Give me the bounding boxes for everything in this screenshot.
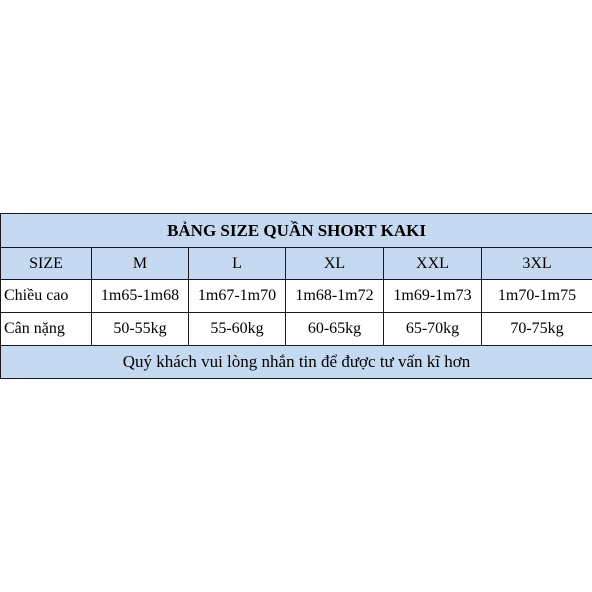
table-cell: 50-55kg: [92, 313, 189, 346]
table-title-row: [1, 214, 592, 248]
size-header-cell: XL: [286, 248, 384, 280]
table-row-weight: [1, 313, 592, 346]
table-cell: 1m65-1m68: [92, 280, 189, 313]
table-cell: 70-75kg: [482, 313, 592, 346]
size-header-cell: L: [189, 248, 286, 280]
table-cell: 55-60kg: [189, 313, 286, 346]
table-note-row: [1, 346, 592, 379]
size-header-cell: 3XL: [482, 248, 592, 280]
table-title: BẢNG SIZE QUẦN SHORT KAKI: [1, 214, 592, 248]
table-cell: 60-65kg: [286, 313, 384, 346]
table-cell: 65-70kg: [384, 313, 482, 346]
size-header-cell: XXL: [384, 248, 482, 280]
size-header-row: [1, 248, 592, 280]
row-label-height: Chiều cao: [1, 280, 92, 313]
table-cell: 1m69-1m73: [384, 280, 482, 313]
table-cell: 1m70-1m75: [482, 280, 592, 313]
size-chart-table: [0, 213, 592, 379]
table-note: Quý khách vui lòng nhắn tin để được tư vấn kĩ hơn: [1, 346, 592, 379]
table-cell: 1m67-1m70: [189, 280, 286, 313]
table-cell: 1m68-1m72: [286, 280, 384, 313]
size-header-label: SIZE: [1, 248, 92, 280]
table-row-height: [1, 280, 592, 313]
row-label-weight: Cân nặng: [1, 313, 92, 346]
size-header-cell: M: [92, 248, 189, 280]
